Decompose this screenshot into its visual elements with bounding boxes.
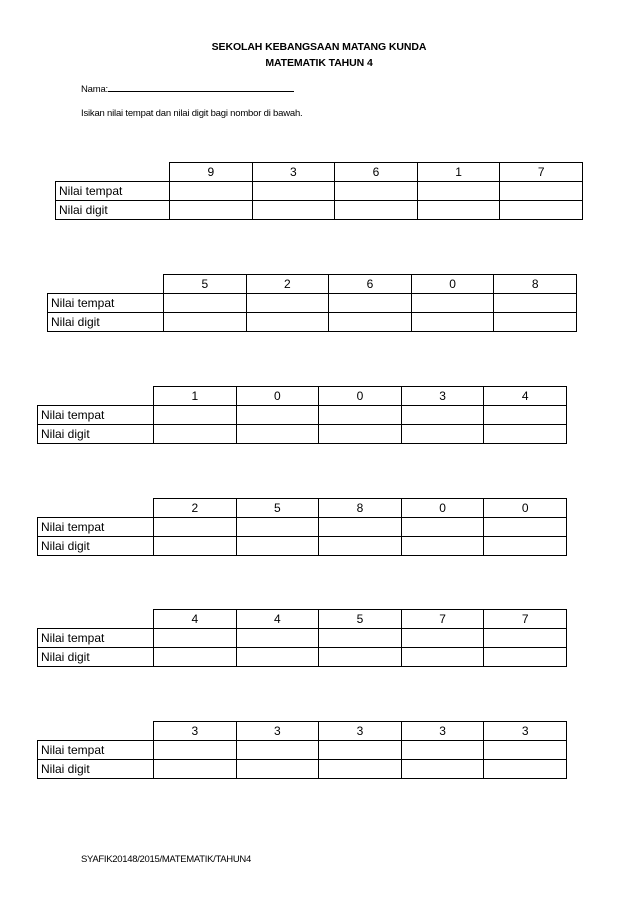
- digit-cell: 3: [319, 722, 402, 741]
- digit-value-row: [38, 648, 567, 667]
- answer-cell[interactable]: [401, 425, 484, 444]
- answer-cell[interactable]: [154, 629, 237, 648]
- answer-cell[interactable]: [401, 629, 484, 648]
- answer-cell[interactable]: [484, 425, 567, 444]
- blank-corner: [56, 163, 170, 182]
- answer-cell[interactable]: [236, 425, 319, 444]
- digit-cell: 3: [401, 722, 484, 741]
- digit-row: [38, 387, 567, 406]
- answer-cell[interactable]: [319, 629, 402, 648]
- digit-cell: 7: [500, 163, 583, 182]
- answer-cell[interactable]: [154, 760, 237, 779]
- place-value-row: [38, 406, 567, 425]
- digit-cell: 0: [319, 387, 402, 406]
- school-title: SEKOLAH KEBANGSAAN MATANG KUNDA: [211, 41, 427, 53]
- answer-cell[interactable]: [417, 201, 500, 220]
- digit-value-label: Nilai digit: [38, 537, 154, 556]
- digit-cell: 3: [154, 722, 237, 741]
- place-value-table-2: [47, 274, 577, 332]
- digit-cell: 5: [164, 275, 247, 294]
- answer-cell[interactable]: [252, 182, 335, 201]
- digit-value-row: [38, 425, 567, 444]
- place-value-row: [56, 182, 583, 201]
- answer-cell[interactable]: [164, 313, 247, 332]
- answer-cell[interactable]: [329, 294, 412, 313]
- answer-cell[interactable]: [484, 537, 567, 556]
- answer-cell[interactable]: [236, 648, 319, 667]
- answer-cell[interactable]: [236, 537, 319, 556]
- answer-cell[interactable]: [484, 741, 567, 760]
- digit-cell: 8: [319, 499, 402, 518]
- name-blank-line[interactable]: [108, 82, 294, 92]
- answer-cell[interactable]: [319, 741, 402, 760]
- footer-code: SYAFIK20148/2015/MATEMATIK/TAHUN4: [81, 854, 251, 865]
- digit-cell: 0: [401, 499, 484, 518]
- digit-value-label: Nilai digit: [38, 760, 154, 779]
- digit-value-row: [38, 537, 567, 556]
- answer-cell[interactable]: [500, 201, 583, 220]
- answer-cell[interactable]: [170, 182, 253, 201]
- answer-cell[interactable]: [329, 313, 412, 332]
- digit-cell: 3: [236, 722, 319, 741]
- place-value-table-4: [37, 498, 567, 556]
- blank-corner: [38, 722, 154, 741]
- blank-corner: [38, 610, 154, 629]
- digit-cell: 7: [484, 610, 567, 629]
- answer-cell[interactable]: [484, 760, 567, 779]
- answer-cell[interactable]: [417, 182, 500, 201]
- answer-cell[interactable]: [411, 313, 494, 332]
- digit-row: [38, 722, 567, 741]
- digit-cell: 1: [417, 163, 500, 182]
- digit-row: [56, 163, 583, 182]
- answer-cell[interactable]: [401, 741, 484, 760]
- answer-cell[interactable]: [154, 406, 237, 425]
- blank-corner: [48, 275, 164, 294]
- digit-cell: 5: [236, 499, 319, 518]
- digit-value-row: [56, 201, 583, 220]
- answer-cell[interactable]: [154, 537, 237, 556]
- answer-cell[interactable]: [154, 425, 237, 444]
- digit-row: [38, 610, 567, 629]
- answer-cell[interactable]: [401, 648, 484, 667]
- answer-cell[interactable]: [484, 648, 567, 667]
- place-value-table-6: [37, 721, 567, 779]
- place-value-label: Nilai tempat: [56, 182, 170, 201]
- answer-cell[interactable]: [401, 537, 484, 556]
- digit-cell: 4: [236, 610, 319, 629]
- answer-cell[interactable]: [484, 629, 567, 648]
- answer-cell[interactable]: [319, 406, 402, 425]
- digit-cell: 1: [154, 387, 237, 406]
- blank-corner: [38, 499, 154, 518]
- answer-cell[interactable]: [335, 182, 418, 201]
- answer-cell[interactable]: [319, 648, 402, 667]
- answer-cell[interactable]: [484, 406, 567, 425]
- digit-row: [38, 499, 567, 518]
- answer-cell[interactable]: [401, 518, 484, 537]
- answer-cell[interactable]: [154, 648, 237, 667]
- digit-cell: 2: [246, 275, 329, 294]
- name-label: Nama:: [81, 84, 108, 95]
- place-value-row: [38, 629, 567, 648]
- answer-cell[interactable]: [335, 201, 418, 220]
- answer-cell[interactable]: [236, 629, 319, 648]
- answer-cell[interactable]: [401, 406, 484, 425]
- answer-cell[interactable]: [411, 294, 494, 313]
- answer-cell[interactable]: [252, 201, 335, 220]
- answer-cell[interactable]: [154, 518, 237, 537]
- digit-cell: 0: [236, 387, 319, 406]
- digit-row: [48, 275, 577, 294]
- digit-cell: 3: [484, 722, 567, 741]
- digit-cell: 3: [252, 163, 335, 182]
- place-value-label: Nilai tempat: [38, 518, 154, 537]
- place-value-table-3: [37, 386, 567, 444]
- digit-cell: 9: [170, 163, 253, 182]
- answer-cell[interactable]: [484, 518, 567, 537]
- place-value-row: [38, 741, 567, 760]
- digit-value-label: Nilai digit: [56, 201, 170, 220]
- digit-value-label: Nilai digit: [48, 313, 164, 332]
- answer-cell[interactable]: [170, 201, 253, 220]
- answer-cell[interactable]: [236, 760, 319, 779]
- answer-cell[interactable]: [401, 760, 484, 779]
- answer-cell[interactable]: [246, 313, 329, 332]
- answer-cell[interactable]: [154, 741, 237, 760]
- answer-cell[interactable]: [319, 518, 402, 537]
- digit-cell: 6: [329, 275, 412, 294]
- digit-cell: 0: [484, 499, 567, 518]
- digit-cell: 6: [335, 163, 418, 182]
- place-value-label: Nilai tempat: [38, 629, 154, 648]
- place-value-label: Nilai tempat: [48, 294, 164, 313]
- answer-cell[interactable]: [494, 313, 577, 332]
- digit-cell: 2: [154, 499, 237, 518]
- digit-value-label: Nilai digit: [38, 425, 154, 444]
- digit-cell: 4: [154, 610, 237, 629]
- digit-cell: 4: [484, 387, 567, 406]
- subject-title: MATEMATIK TAHUN 4: [265, 57, 373, 69]
- digit-value-row: [38, 760, 567, 779]
- digit-cell: 8: [494, 275, 577, 294]
- instruction-text: Isikan nilai tempat dan nilai digit bagi nombor di bawah.: [81, 108, 303, 119]
- answer-cell[interactable]: [246, 294, 329, 313]
- digit-value-label: Nilai digit: [38, 648, 154, 667]
- place-value-row: [38, 518, 567, 537]
- answer-cell[interactable]: [319, 760, 402, 779]
- answer-cell[interactable]: [500, 182, 583, 201]
- place-value-label: Nilai tempat: [38, 406, 154, 425]
- answer-cell[interactable]: [236, 518, 319, 537]
- digit-cell: 5: [319, 610, 402, 629]
- digit-value-row: [48, 313, 577, 332]
- blank-corner: [38, 387, 154, 406]
- digit-cell: 0: [411, 275, 494, 294]
- place-value-table-1: [55, 162, 583, 220]
- place-value-label: Nilai tempat: [38, 741, 154, 760]
- answer-cell[interactable]: [164, 294, 247, 313]
- answer-cell[interactable]: [236, 741, 319, 760]
- digit-cell: 3: [401, 387, 484, 406]
- place-value-table-5: [37, 609, 567, 667]
- name-field: [81, 82, 294, 95]
- answer-cell[interactable]: [319, 537, 402, 556]
- place-value-row: [48, 294, 577, 313]
- answer-cell[interactable]: [494, 294, 577, 313]
- answer-cell[interactable]: [319, 425, 402, 444]
- digit-cell: 7: [401, 610, 484, 629]
- answer-cell[interactable]: [236, 406, 319, 425]
